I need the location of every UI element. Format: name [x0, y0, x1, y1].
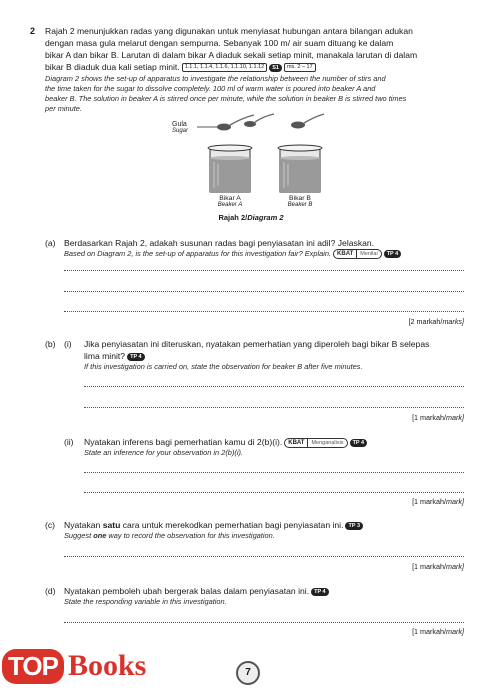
part-a-label: (a) [45, 238, 56, 248]
part-b-ii-label: (ii) [64, 437, 74, 447]
tp-badge: TP 4 [311, 588, 329, 596]
kbat-badge-label: KBAT [285, 439, 308, 447]
part-d-marks-num: [1 markah/ [412, 627, 447, 636]
beaker-a-label-en: Beaker A [217, 202, 243, 208]
intro-ms-line: bikar A dan bikar B. Larutan di dalam bikar A diaduk sekali setiap minit, manakala larutan di dalam [45, 50, 418, 60]
topbooks-logo [2, 646, 146, 686]
part-c-ms-pre: Nyatakan [64, 520, 103, 530]
sugar-label-en: Sugar [172, 128, 189, 134]
part-a-marks-en: marks] [442, 317, 464, 326]
part-c-marks-en: mark] [446, 562, 464, 571]
part-a-marks [408, 317, 464, 326]
reference-tag: 1.1.1, 1.1.4, 1.1.6, 1.1.10, 1.1.12 [182, 63, 268, 72]
part-c-marks [412, 562, 464, 571]
spoon-icon [291, 114, 324, 129]
answer-line-b4[interactable] [84, 492, 464, 493]
part-a-ms: Berdasarkan Rajah 2, adakah susunan radas bagi penyiasatan ini adil? Jelaskan. [64, 238, 375, 248]
kbat-badge [333, 249, 382, 259]
beaker-b-label-en: Beaker B [287, 202, 313, 208]
part-b-i-marks [412, 413, 464, 422]
part-b-i-ms-line2: lima minit? [84, 351, 126, 361]
part-c-en-row [64, 531, 464, 541]
answer-line-c1[interactable] [64, 556, 464, 557]
part-c-label: (c) [45, 520, 56, 530]
sugar-label-ms: Gula [172, 121, 187, 128]
part-d-ms-row [64, 585, 464, 597]
tp-badge: TP 4 [384, 250, 402, 258]
part-b-ii-ms: Nyatakan inferens bagi pemerhatian kamu di 2(b)(i). [84, 437, 283, 447]
part-c-marks-num: [1 markah/ [412, 562, 447, 571]
part-b-i-en: If this investigation is carried on, state the observation for beaker B after five minutes. [84, 362, 363, 371]
part-b-i-label: (i) [64, 339, 72, 349]
answer-line-d1[interactable] [64, 622, 464, 623]
intro-en-line: Diagram 2 shows the set-up of apparatus to investigate the relationship between the number of stirs and [45, 74, 386, 83]
diagram-caption-en: Diagram 2 [247, 213, 284, 222]
part-b-ii-en: State an inference for your observation in 2(b)(i). [84, 448, 243, 457]
beaker-a-label-ms: Bikar A [219, 195, 241, 202]
kbat-badge-skill: Menganalisis [311, 439, 344, 446]
apparatus-diagram [172, 112, 342, 222]
diagram-caption [0, 213, 502, 222]
tp-badge: TP 3 [345, 522, 363, 530]
answer-line-a2[interactable] [64, 291, 464, 292]
question-intro-ms [45, 25, 465, 73]
part-d-question [64, 585, 464, 607]
kbat-badge-label: KBAT [334, 250, 357, 258]
part-b-ii-ms-row [84, 436, 469, 448]
intro-en-line: beaker B. The solution in beaker A is stirred once per minute, while the solution in beaker B is stirred two times [45, 94, 407, 103]
question-number: 2 [30, 26, 36, 36]
part-b-ii-marks-en: mark] [446, 497, 464, 506]
part-b-ii-question [84, 436, 469, 458]
part-d-label: (d) [45, 586, 56, 596]
s1-tag: S1 [269, 64, 282, 72]
part-b-i-ms-line2-row [84, 350, 469, 362]
part-a-en-row [64, 249, 464, 259]
part-d-en: State the responding variable in this investigation. [64, 597, 227, 606]
part-c-ms-post: cara untuk merekodkan pemerhatian bagi penyiasatan ini. [120, 520, 344, 530]
part-b-ii-marks-num: [1 markah/ [412, 497, 447, 506]
intro-en-line: the time taken for the sugar to dissolve completely. 100 ml of warm water is poured into beaker A and [45, 84, 376, 93]
part-b-i-marks-num: [1 markah/ [412, 413, 447, 422]
kbat-badge [284, 438, 347, 448]
page-ref-tag: ms. 2 – 17 [284, 63, 316, 72]
page-number: 7 [245, 667, 251, 678]
answer-line-b2[interactable] [84, 407, 464, 408]
intro-ms-line [45, 61, 465, 73]
part-a-en: Based on Diagram 2, is the set-up of apparatus for this investigation fair? Explain. [64, 249, 332, 258]
beaker-b-icon [278, 145, 322, 192]
part-c-ms-bold: satu [102, 520, 121, 530]
part-b-i-ms-line1: Jika penyiasatan ini diteruskan, nyatakan pemerhatian yang diperoleh bagi bikar B selepas [84, 339, 430, 349]
page-number-badge [236, 661, 260, 685]
part-c-en-bold: one [93, 531, 107, 540]
beaker-b-label [280, 195, 320, 208]
tp-badge: TP 4 [350, 439, 368, 447]
answer-line-a3[interactable] [64, 311, 464, 312]
part-c-en-post: way to record the observation for this investigation. [106, 531, 275, 540]
beaker-a-label [210, 195, 250, 208]
intro-ms-line: dengan masa gula melarut dengan sempurna. Sebanyak 100 m/ air suam dituang ke dalam [45, 38, 394, 48]
part-c-en-pre: Suggest [64, 531, 94, 540]
question-intro-en [45, 74, 465, 114]
part-d-marks [412, 627, 464, 636]
beaker-a-icon [208, 145, 252, 192]
answer-line-b1[interactable] [84, 386, 464, 387]
intro-ms-line: Rajah 2 menunjukkan radas yang digunakan untuk menyiasat hubungan antara bilangan adukan [45, 26, 413, 36]
diagram-caption-ms: Rajah 2/ [218, 213, 248, 222]
answer-line-a1[interactable] [64, 270, 464, 271]
kbat-badge-skill: Menilai [360, 251, 378, 258]
intro-en-line: per minute. [45, 104, 82, 113]
answer-line-b3[interactable] [84, 472, 464, 473]
logo-top: TOP [2, 649, 64, 684]
part-b-label: (b) [45, 339, 56, 349]
beaker-b-label-ms: Bikar B [289, 195, 311, 202]
part-b-i-marks-en: mark] [446, 413, 464, 422]
part-c-ms-row [64, 519, 464, 531]
part-b-i-question [84, 338, 469, 372]
part-c-question [64, 519, 464, 541]
intro-ms-line-text: bikar B diaduk dua kali setiap minit. [45, 62, 180, 72]
logo-books: Books [67, 649, 147, 682]
part-a-marks-num: [2 markah/ [408, 317, 443, 326]
apparatus-drawing [172, 112, 342, 196]
part-b-ii-marks [412, 497, 464, 506]
part-d-ms: Nyatakan pemboleh ubah bergerak balas dalam penyiasatan ini. [64, 586, 310, 596]
part-d-marks-en: mark] [446, 627, 464, 636]
part-a-question [64, 237, 464, 259]
tp-badge: TP 4 [127, 353, 145, 361]
